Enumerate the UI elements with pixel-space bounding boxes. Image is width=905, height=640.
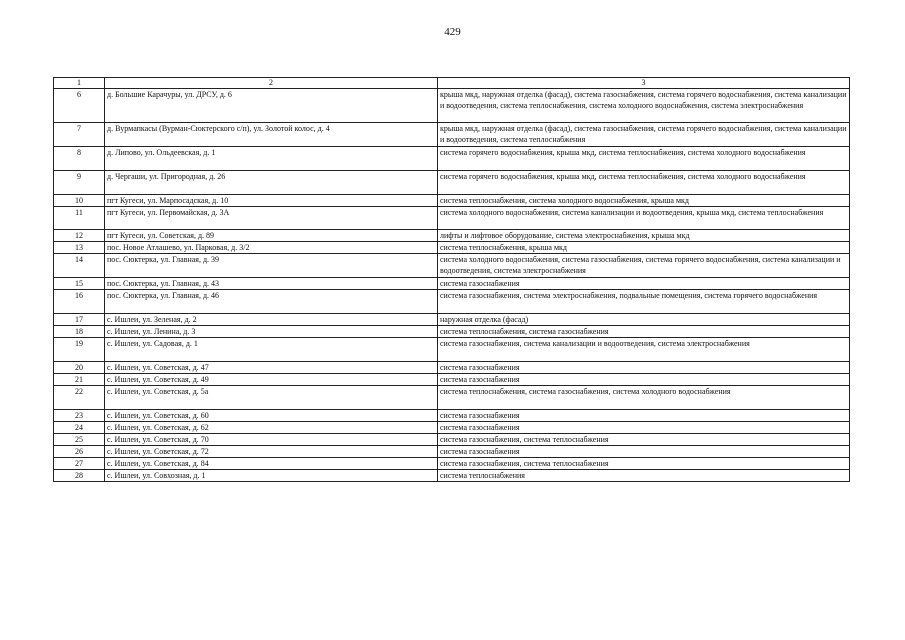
address-cell: пгт Кугеси, ул. Марпосадская, д. 10 [105, 195, 438, 207]
row-number-cell: 10 [54, 195, 105, 207]
row-number-cell: 24 [54, 422, 105, 434]
works-cell: система теплоснабжения, система газоснабжения, система холодного водоснабжения [438, 386, 850, 410]
works-cell: система газоснабжения, система теплоснабжения [438, 434, 850, 446]
works-cell: система газоснабжения [438, 278, 850, 290]
works-cell: лифты и лифтовое оборудование, система электроснабжения, крыша мкд [438, 230, 850, 242]
works-cell: система теплоснабжения, крыша мкд [438, 242, 850, 254]
row-number-cell: 21 [54, 374, 105, 386]
table-row [54, 230, 850, 242]
table-row [54, 207, 850, 230]
column-header-number: 1 [54, 78, 105, 89]
address-cell: д. Липово, ул. Ольдеевская, д. 1 [105, 147, 438, 171]
page-number: 429 [444, 26, 461, 38]
table-row [54, 458, 850, 470]
row-number-cell: 28 [54, 470, 105, 482]
works-cell: система горячего водоснабжения, крыша мкд, система теплоснабжения, система холодного водоснабжения [438, 171, 850, 195]
row-number-cell: 22 [54, 386, 105, 410]
row-number-cell: 6 [54, 89, 105, 123]
row-number-cell: 12 [54, 230, 105, 242]
table-row [54, 242, 850, 254]
row-number-cell: 20 [54, 362, 105, 374]
address-cell: с. Ишлеи, ул. Совхозная, д. 1 [105, 470, 438, 482]
works-cell: система газоснабжения [438, 410, 850, 422]
works-cell: крыша мкд, наружная отделка (фасад), система газоснабжения, система горячего водоснабжения, система канализации и водоотведения, система теплоснабжения, система холодного водоснабжения, система электроснабжения [438, 89, 850, 123]
address-cell: с. Ишлеи, ул. Зеленая, д. 2 [105, 314, 438, 326]
works-cell: система газоснабжения [438, 446, 850, 458]
houses-table [53, 77, 850, 482]
works-cell: система газоснабжения, система теплоснабжения [438, 458, 850, 470]
row-number-cell: 27 [54, 458, 105, 470]
address-cell: с. Ишлеи, ул. Советская, д. 49 [105, 374, 438, 386]
address-cell: пос. Новое Атлашево, ул. Парковая, д. 3/2 [105, 242, 438, 254]
row-number-cell: 17 [54, 314, 105, 326]
row-number-cell: 23 [54, 410, 105, 422]
address-cell: с. Ишлеи, ул. Советская, д. 72 [105, 446, 438, 458]
table-body [54, 89, 850, 482]
table-row [54, 446, 850, 458]
row-number-cell: 26 [54, 446, 105, 458]
works-cell: система газоснабжения, система канализации и водоотведения, система электроснабжения [438, 338, 850, 362]
table-row [54, 338, 850, 362]
address-cell: с. Ишлеи, ул. Советская, д. 70 [105, 434, 438, 446]
row-number-cell: 15 [54, 278, 105, 290]
works-cell: система теплоснабжения [438, 470, 850, 482]
row-number-cell: 9 [54, 171, 105, 195]
works-cell: наружная отделка (фасад) [438, 314, 850, 326]
address-cell: с. Ишлеи, ул. Советская, д. 60 [105, 410, 438, 422]
table-row [54, 410, 850, 422]
address-cell: д. Большие Карачуры, ул. ДРСУ, д. 6 [105, 89, 438, 123]
works-cell: система газоснабжения, система электроснабжения, подвальные помещения, система горячего водоснабжения [438, 290, 850, 314]
row-number-cell: 25 [54, 434, 105, 446]
row-number-cell: 19 [54, 338, 105, 362]
column-header-works: 3 [438, 78, 850, 89]
table-row [54, 171, 850, 195]
address-cell: пгт Кугеси, ул. Первомайская, д. 3А [105, 207, 438, 230]
address-cell: с. Ишлеи, ул. Советская, д. 84 [105, 458, 438, 470]
row-number-cell: 13 [54, 242, 105, 254]
address-cell: с. Ишлеи, ул. Ленина, д. 3 [105, 326, 438, 338]
row-number-cell: 16 [54, 290, 105, 314]
works-cell: система горячего водоснабжения, крыша мкд, система теплоснабжения, система холодного водоснабжения [438, 147, 850, 171]
works-cell: система теплоснабжения, система холодного водоснабжения, крыша мкд [438, 195, 850, 207]
works-cell: система холодного водоснабжения, система газоснабжения, система горячего водоснабжения, система канализации и водоотведения, система электроснабжения [438, 254, 850, 278]
table-row [54, 254, 850, 278]
address-cell: с. Ишлеи, ул. Садовая, д. 1 [105, 338, 438, 362]
works-cell: система газоснабжения [438, 422, 850, 434]
row-number-cell: 14 [54, 254, 105, 278]
table-row [54, 290, 850, 314]
row-number-cell: 8 [54, 147, 105, 171]
works-cell: крыша мкд, наружная отделка (фасад), система газоснабжения, система горячего водоснабжения, система канализации и водоотведения, система теплоснабжения [438, 123, 850, 147]
row-number-cell: 7 [54, 123, 105, 147]
column-header-address: 2 [105, 78, 438, 89]
table-row [54, 326, 850, 338]
table-row [54, 362, 850, 374]
address-cell: пгт Кугеси, ул. Советская, д. 89 [105, 230, 438, 242]
table-row [54, 123, 850, 147]
works-cell: система теплоснабжения, система газоснабжения [438, 326, 850, 338]
row-number-cell: 11 [54, 207, 105, 230]
address-cell: с. Ишлеи, ул. Советская, д. 62 [105, 422, 438, 434]
address-cell: с. Ишлеи, ул. Советская, д. 47 [105, 362, 438, 374]
works-cell: система холодного водоснабжения, система канализации и водоотведения, крыша мкд, система теплоснабжения [438, 207, 850, 230]
address-cell: д. Чергаши, ул. Пригородная, д. 26 [105, 171, 438, 195]
works-cell: система газоснабжения [438, 374, 850, 386]
table-row [54, 422, 850, 434]
address-cell: пос. Сюктерка, ул. Главная, д. 46 [105, 290, 438, 314]
address-cell: пос. Сюктерка, ул. Главная, д. 43 [105, 278, 438, 290]
address-cell: с. Ишлеи, ул. Советская, д. 5а [105, 386, 438, 410]
works-cell: система газоснабжения [438, 362, 850, 374]
address-cell: д. Вурмапкасы (Вурман-Сюктерского с/п), ул. Золотой колос, д. 4 [105, 123, 438, 147]
table-row [54, 89, 850, 123]
table-header-row [54, 78, 850, 89]
table-row [54, 278, 850, 290]
table-row [54, 386, 850, 410]
table-row [54, 147, 850, 171]
table-row [54, 434, 850, 446]
address-cell: пос. Сюктерка, ул. Главная, д. 39 [105, 254, 438, 278]
table-row [54, 314, 850, 326]
table-row [54, 195, 850, 207]
table-row [54, 470, 850, 482]
row-number-cell: 18 [54, 326, 105, 338]
table-row [54, 374, 850, 386]
